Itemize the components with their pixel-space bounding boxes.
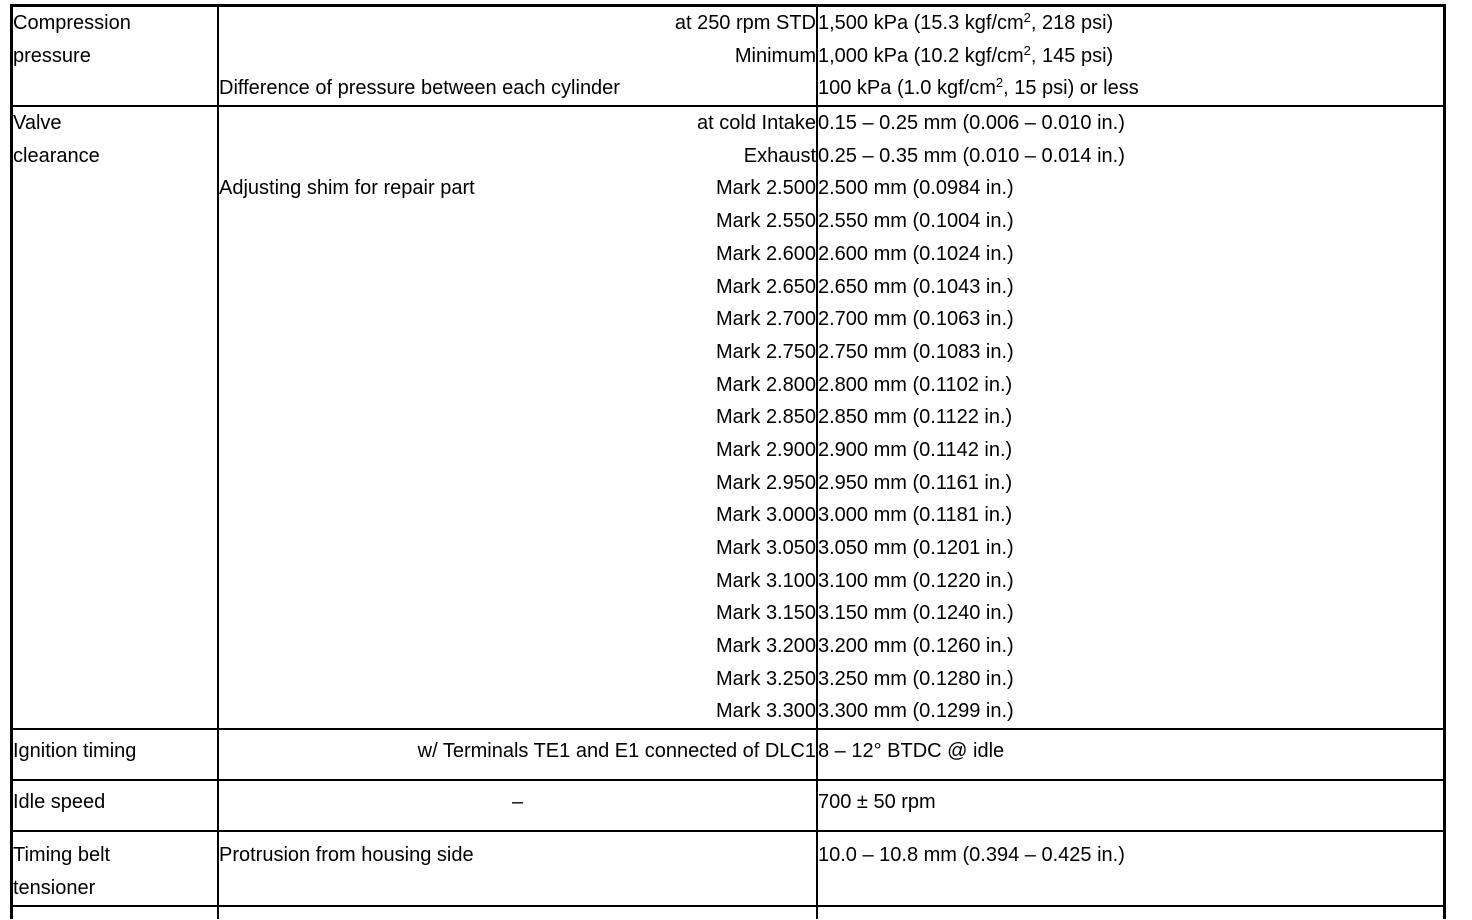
min-value-tail: , 145 psi) — [1030, 44, 1114, 67]
idle-condition: – — [511, 791, 524, 814]
shim-value: 3.000 mm (0.1181 in.) — [818, 504, 1013, 527]
item-label-line-1: Valve — [13, 112, 62, 135]
item-label-line-2: pressure — [13, 44, 91, 67]
std-value — [818, 7, 1443, 40]
shim-mark: Mark 2.750 — [715, 340, 816, 363]
shim-value: 3.100 mm (0.1220 in.) — [818, 569, 1014, 592]
row-truncated — [12, 906, 1445, 919]
shim-value: 3.150 mm (0.1240 in.) — [818, 602, 1014, 625]
shim-row — [219, 369, 816, 402]
shim-value: 2.650 mm (0.1043 in.) — [818, 275, 1014, 298]
shim-label: Adjusting shim for repair part — [219, 177, 475, 200]
shim-value: 2.500 mm (0.0984 in.) — [818, 177, 1014, 200]
item-cell — [12, 906, 219, 919]
shim-mark: Mark 2.650 — [715, 275, 816, 298]
shim-row — [219, 695, 816, 728]
item-label-line-1: Compression — [13, 12, 131, 34]
shim-row — [219, 630, 816, 663]
shim-mark: Mark 3.250 — [715, 667, 816, 690]
row-timing-belt-tensioner — [12, 831, 1445, 905]
min-value-main: 1,000 kPa (10.2 kgf/cm — [818, 44, 1024, 67]
item-cell — [12, 780, 219, 831]
shim-mark: Mark 2.900 — [715, 438, 816, 461]
item-cell — [12, 6, 219, 107]
shim-value: 2.950 mm (0.1161 in.) — [818, 471, 1013, 494]
shim-row — [219, 565, 816, 598]
engine-spec-table — [10, 4, 1446, 919]
shim-mark: Mark 2.500 — [715, 177, 816, 200]
condition-cell — [218, 906, 817, 919]
row-ignition-timing — [12, 729, 1445, 780]
shim-row — [219, 434, 816, 467]
diff-value — [818, 72, 1443, 105]
diff-condition: Difference of pressure between each cylinder — [219, 77, 620, 100]
shim-row — [219, 205, 816, 238]
value-cell — [817, 729, 1445, 780]
exhaust-condition: Exhaust — [743, 144, 816, 167]
intake-value: 0.15 – 0.25 mm (0.006 – 0.010 in.) — [818, 112, 1125, 135]
shim-mark: Mark 2.850 — [715, 406, 816, 429]
condition-cell — [218, 6, 817, 107]
condition-cell — [218, 729, 817, 780]
value-cell — [817, 906, 1445, 919]
condition-cell — [218, 831, 817, 905]
std-value-tail: , 218 psi) — [1030, 12, 1114, 34]
std-value-main: 1,500 kPa (15.3 kgf/cm — [818, 12, 1024, 34]
shim-row — [219, 238, 816, 271]
shim-value: 3.300 mm (0.1299 in.) — [818, 700, 1014, 723]
item-label: Ignition timing — [13, 740, 137, 763]
item-cell — [12, 106, 219, 729]
condition-cell — [218, 106, 817, 729]
value-cell — [817, 780, 1445, 831]
shim-mark: Mark 3.200 — [715, 635, 816, 658]
shim-row — [219, 172, 816, 205]
shim-value: 2.750 mm (0.1083 in.) — [818, 340, 1014, 363]
shim-value: 3.200 mm (0.1260 in.) — [818, 635, 1014, 658]
ignition-condition: w/ Terminals TE1 and E1 connected of DLC1 — [417, 740, 816, 763]
condition-cell — [218, 780, 817, 831]
item-label: Idle speed — [13, 791, 106, 814]
shim-value: 2.700 mm (0.1063 in.) — [818, 308, 1014, 331]
value-cell — [817, 6, 1445, 107]
shim-value: 2.600 mm (0.1024 in.) — [818, 242, 1014, 265]
shim-value: 2.850 mm (0.1122 in.) — [818, 406, 1013, 429]
shim-mark: Mark 2.800 — [715, 373, 816, 396]
shim-mark: Mark 3.300 — [715, 700, 816, 723]
shim-row — [219, 401, 816, 434]
shim-value-list — [818, 172, 1443, 728]
shim-mark: Mark 3.000 — [715, 504, 816, 527]
shim-mark: Mark 3.150 — [715, 602, 816, 625]
shim-row — [219, 271, 816, 304]
exhaust-value: 0.25 – 0.35 mm (0.010 – 0.014 in.) — [818, 144, 1125, 167]
std-value-superscript: 2 — [1023, 10, 1031, 25]
diff-value-tail: , 15 psi) or less — [1003, 77, 1139, 100]
item-label-line-1: Timing belt — [13, 844, 111, 867]
shim-mark: Mark 3.100 — [715, 569, 816, 592]
shim-row — [219, 303, 816, 336]
min-condition: Minimum — [734, 44, 816, 67]
row-valve-clearance — [12, 106, 1445, 729]
diff-value-main: 100 kPa (1.0 kgf/cm — [818, 77, 996, 100]
shim-value: 2.550 mm (0.1004 in.) — [818, 210, 1014, 233]
shim-mark: Mark 2.550 — [715, 210, 816, 233]
min-value-superscript: 2 — [1023, 42, 1031, 58]
tensioner-value: 10.0 – 10.8 mm (0.394 – 0.425 in.) — [818, 844, 1125, 867]
diff-value-superscript: 2 — [995, 75, 1004, 91]
idle-value: 700 ± 50 rpm — [818, 791, 936, 814]
item-label-line-2: tensioner — [13, 876, 96, 899]
intake-condition: at cold Intake — [697, 112, 816, 135]
shim-value: 2.900 mm (0.1142 in.) — [818, 438, 1013, 461]
value-cell — [817, 831, 1445, 905]
shim-row — [219, 532, 816, 565]
shim-mark: Mark 2.600 — [715, 242, 816, 265]
shim-value: 3.050 mm (0.1201 in.) — [818, 537, 1014, 559]
shim-mark: Mark 2.950 — [715, 471, 816, 494]
shim-row — [219, 663, 816, 696]
item-cell — [12, 831, 219, 905]
shim-mark: Mark 3.050 — [715, 537, 816, 559]
shim-row — [219, 499, 816, 532]
min-value — [818, 40, 1443, 73]
row-idle-speed — [12, 780, 1445, 831]
std-condition: at 250 rpm STD — [674, 12, 816, 34]
tensioner-condition: Protrusion from housing side — [219, 844, 474, 867]
shim-mark: Mark 2.700 — [715, 308, 816, 331]
shim-row — [219, 597, 816, 630]
value-cell — [817, 106, 1445, 729]
shim-mark-list — [219, 172, 816, 728]
shim-row — [219, 467, 816, 500]
row-compression-pressure — [12, 6, 1445, 107]
shim-row — [219, 336, 816, 369]
shim-value: 3.250 mm (0.1280 in.) — [818, 667, 1014, 690]
item-label-line-2: clearance — [13, 144, 100, 167]
item-cell — [12, 729, 219, 780]
shim-value: 2.800 mm (0.1102 in.) — [818, 373, 1013, 396]
ignition-value: 8 – 12° BTDC @ idle — [818, 740, 1005, 763]
